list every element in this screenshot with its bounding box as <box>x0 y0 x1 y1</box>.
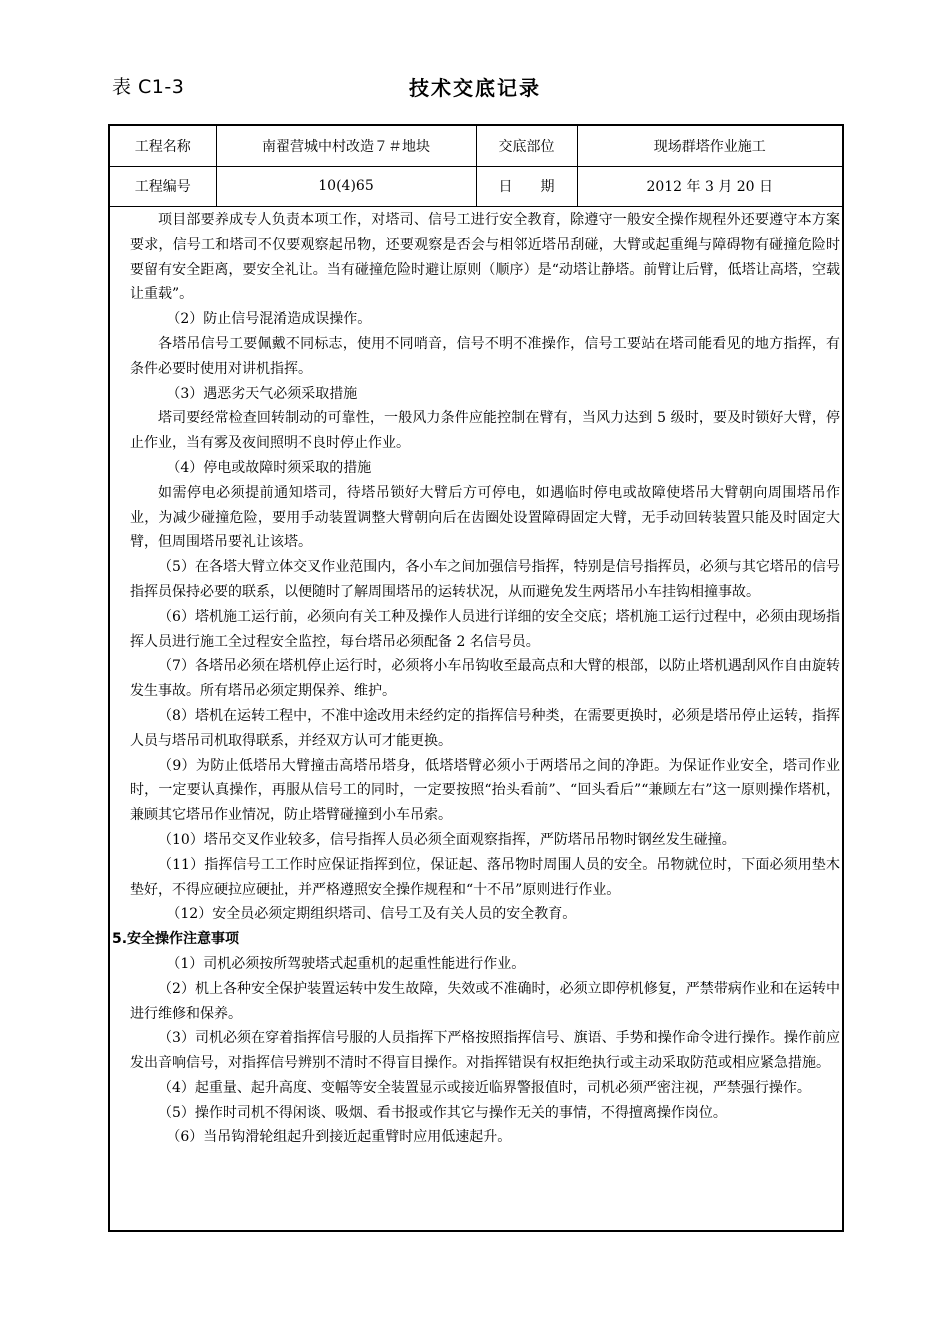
paragraph: （4）停电或故障时须采取的措施 <box>166 459 372 476</box>
section-item: （1）司机必须按所驾驶塔式起重机的起重性能进行作业。 <box>166 955 526 972</box>
section-item: （6）当吊钩滑轮组起升到接近起重臂时应用低速起升。 <box>166 1129 512 1146</box>
paragraph: 各塔吊信号工要佩戴不同标志，使用不同哨音，信号不明不准操作，信号工要站在塔司能看见的地方指挥，有条件必要时使用对讲机指挥。 <box>130 335 840 377</box>
handover-part-value: 现场群塔作业施工 <box>577 126 842 166</box>
paragraph: （8）塔机在运转工程中，不准中途改用未经约定的指挥信号种类，在需要更换时，必须是塔吊停止运转，指挥人员与塔吊司机取得联系，并经双方认可才能更换。 <box>130 707 840 749</box>
paragraph: （12）安全员必须定期组织塔司、信号工及有关人员的安全教育。 <box>166 906 577 923</box>
header-table <box>110 126 842 207</box>
handover-part-label: 交底部位 <box>476 126 577 166</box>
content-body <box>112 208 840 1150</box>
paragraph: （3）遇恶劣天气必须采取措施 <box>166 385 358 402</box>
section-item: （2）机上各种安全保护装置运转中发生故障，失效或不准确时，必须立即停机修复，严禁带病作业和在运转中进行维修和保养。 <box>130 980 840 1022</box>
paragraph: （5）在各塔大臂立体交叉作业范围内，各小车之间加强信号指挥，特别是信号指挥员，必须与其它塔吊的信号指挥员保持必要的联系，以便随时了解周围塔吊的运转状况，从而避免发生两塔吊小车挂钩相撞事故。 <box>130 559 840 600</box>
date-label: 日 期 <box>476 166 577 206</box>
paragraph: 塔司要经常检查回转制动的可靠性，一般风力条件应能控制在臂有，当风力达到 5 级时，要及时锁好大臂，停止作业，当有雾及夜间照明不良时停止作业。 <box>130 410 840 452</box>
project-name-label: 工程名称 <box>110 126 216 166</box>
paragraph: （7）各塔吊必须在塔机停止运行时，必须将小车吊钩收至最高点和大臂的根部，以防止塔机遇刮风作自由旋转发生事故。所有塔吊必须定期保养、维护。 <box>130 658 840 700</box>
form-number: 表 C1-3 <box>112 76 185 98</box>
section-item: （5）操作时司机不得闲谈、吸烟、看书报或作其它与操作无关的事情，不得擅离操作岗位。 <box>158 1104 727 1121</box>
paragraph: （2）防止信号混淆造成误操作。 <box>166 311 372 328</box>
date-value: 2012 年 3 月 20 日 <box>577 166 842 206</box>
paragraph: 如需停电必须提前通知塔司，待塔吊锁好大臂后方可停电，如遇临时停电或故障使塔吊大臂朝向周围塔吊作业，为减少碰撞危险，要用手动装置调整大臂朝向后在齿圈处设置障碍固定大臂，无手动回转装置只能及时固定大臂，但周围塔吊要礼让该塔。 <box>130 484 840 551</box>
section-heading: 5.安全操作注意事项 <box>112 931 240 948</box>
section-item: （4）起重量、起升高度、变幅等安全装置显示或接近临界警报值时，司机必须严密注视，严禁强行操作。 <box>158 1079 811 1096</box>
header-row-number <box>110 166 842 206</box>
project-number-label: 工程编号 <box>110 166 216 206</box>
paragraph: （11）指挥信号工工作时应保证指挥到位，保证起、落吊物时周围人员的安全。吊物就位时，下面必须用垫木垫好，不得应硬拉应硬扯，并严格遵照安全操作规程和“十不吊”原则进行作业。 <box>130 856 840 898</box>
page-title: 技术交底记录 <box>409 76 541 100</box>
record-frame <box>108 124 844 1232</box>
paragraph: （6）塔机施工运行前，必须向有关工种及操作人员进行详细的安全交底；塔机施工运行过程中，必须由现场指挥人员进行施工全过程安全监控，每台塔吊必须配备 2 名信号员。 <box>130 608 840 650</box>
section-item: （3）司机必须在穿着指挥信号服的人员指挥下严格按照指挥信号、旗语、手势和操作命令进行操作。操作前应发出音响信号，对指挥信号辨别不清时不得盲目操作。对指挥错误有权拒绝执行或主动采取防范或相应紧急措施。 <box>130 1030 840 1072</box>
project-number-value: 10(4)65 <box>216 166 476 206</box>
project-name-value: 南翟营城中村改造７＃地块 <box>216 126 476 166</box>
header-row-project <box>110 126 842 166</box>
paragraph: （9）为防止低塔吊大臂撞击高塔吊塔身，低塔塔臂必须小于两塔吊之间的净距。为保证作业安全，塔司作业时，一定要认真操作，再服从信号工的同时，一定要按照“抬头看前”、“回头看后”“兼顾左右”这一原则操作塔机，兼顾其它塔吊作业情况，防止塔臂碰撞到小车吊索。 <box>130 757 840 824</box>
paragraph: （10）塔吊交叉作业较多，信号指挥人员必须全面观察指挥，严防塔吊吊物时钢丝发生碰撞。 <box>158 831 736 848</box>
paragraph: 项目部要养成专人负责本项工作，对塔司、信号工进行安全教育，除遵守一般安全操作规程外还要遵守本方案要求，信号工和塔司不仅要观察起吊物，还要观察是否会与相邻近塔吊刮碰，大臂或起重绳与障碍物有碰撞危险时要留有安全距离，要安全礼让。当有碰撞危险时避让原则（顺序）是“动塔让静塔。前臂让后臂，低塔让高塔，空载让重载”。 <box>130 212 840 303</box>
